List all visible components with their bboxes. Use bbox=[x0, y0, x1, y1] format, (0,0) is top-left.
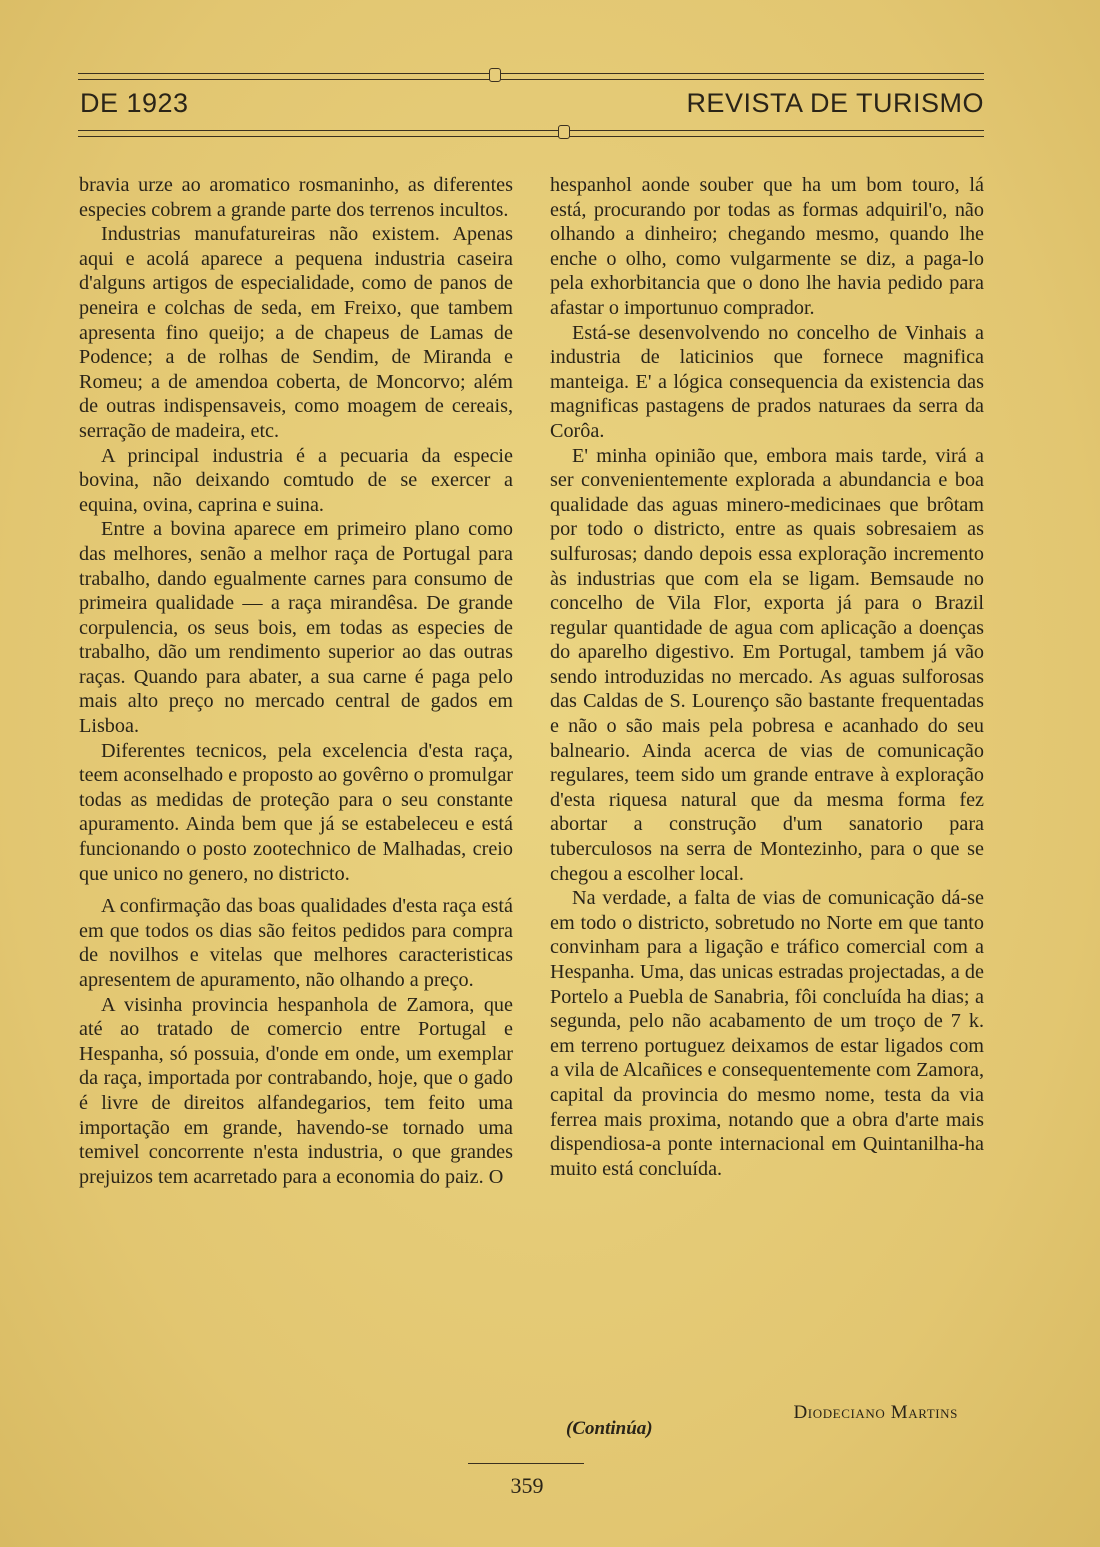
author-signature: Diodeciano Martins bbox=[793, 1402, 958, 1423]
header-rule-bottom bbox=[78, 130, 984, 137]
header-title: REVISTA DE TURISMO bbox=[686, 88, 984, 118]
paragraph: Na verdade, a falta de vias de comunicação dá-se em todo o districto, sobretudo no Norte em que tanto convinham para a ligação e tráfico comercial com a Hespanha. Uma, das unicas estradas projectadas, a de Portelo a Puebla de Sanabria, fôi concluída ha dias; a segunda, pelo não acabamento de um troço de 7 k. em terreno portuguez deixamos de estar ligados com a vila de Alcañices e consequentemente com Zamora, capital da provincia do mesmo nome, testa da via ferrea mais proxima, notando que a obra d'arte mais dispendiosa-a ponte internacional em Quintanilha-ha muito está concluída. bbox=[550, 887, 984, 1180]
page-number: 359 bbox=[510, 1473, 544, 1498]
paragraph: bravia urze ao aromatico rosmaninho, as diferentes especies cobrem a grande parte dos terrenos incultos. bbox=[79, 174, 513, 221]
left-column bbox=[79, 173, 513, 1189]
paragraph: A confirmação das boas qualidades d'esta raça está em que todos os dias são feitos pedidos para compra de novilhos e vitelas que melhores caracteristicas apresentem de apuramento, não olhando a preço. bbox=[79, 895, 513, 991]
paragraph: Entre a bovina aparece em primeiro plano como das melhores, senão a melhor raça de Portugal para trabalho, dando egualmente carnes para consumo de primeira qualidade — a raça mirandêsa. De grande corpulencia, os seus bois, em todas as especies de trabalho, dão um rendimento superior ao das outras raças. Quando para abater, a sua carne é paga pelo mais alto preço no mercado central de gados em Lisboa. bbox=[79, 518, 513, 738]
paragraph: Industrias manufatureiras não existem. Apenas aqui e acolá aparece a pequena industria caseira d'alguns artigos de especialidade, como de panos de peneira e colchas de seda, em Freixo, que tambem apresenta fino queijo; a de chapeus de Lamas de Podence; a de rolhas de Sendim, de Miranda e Romeu; a de amendoa coberta, de Moncorvo; além de outras indispensaveis, como moagem de cereais, serração de madeira, etc. bbox=[79, 223, 513, 442]
paragraph: Diferentes tecnicos, pela excelencia d'esta raça, teem aconselhado e proposto ao govêrno o promulgar todas as medidas de proteção para o seu constante apuramento. Ainda bem que já se estabeleceu e está funcionando o posto zootechnico de Malhadas, creio que unico no genero, no districto. bbox=[79, 739, 513, 885]
header-rule-top bbox=[78, 73, 984, 80]
rule-ornament bbox=[489, 68, 501, 82]
paragraph: A visinha provincia hespanhola de Zamora, que até ao tratado de comercio entre Portugal e Hespanha, só possuia, d'onde em onde, um exemplar da raça, importada por contrabando, hoje, que o gado é livre de direitos alfandegarios, tem feito uma importação em grande, havendo-se tornado uma temivel concorrente n'esta industria, o que grandes prejuizos tem acarretado para a economia do paiz. O bbox=[79, 993, 513, 1188]
continued-note: (Continúa) bbox=[566, 1418, 653, 1439]
right-column bbox=[550, 173, 984, 1181]
paragraph: E' minha opinião que, embora mais tarde, virá a ser convenientemente explorada a abundancia e boa qualidade das aguas minero-medicinaes que brôtam por todo o districto, entre as quais sobresaiem as sulfurosas; dando depois essa exploração incremento às industrias que com ela se ligam. Bemsaude no concelho de Vila Flor, exporta já para o Brazil regular quantidade de agua com aplicação a doenças do aparelho digestivo. Em Portugal, tambem já vão sendo introduzidas no mercado. As aguas sulforosas das Caldas de S. Lourenço são bastante frequentadas e não o são mais pela pobresa e acanhado do seu balneario. Ainda acerca de vias de comunicação regulares, teem sido um grande entrave à exploração d'esta riquesa natural que da mesma forma fez abortar a construção d'um sanatorio para tuberculosos na serra de Montezinho, para o que se chegou a escolher local. bbox=[550, 444, 984, 885]
header-date: DE 1923 bbox=[80, 88, 189, 118]
rule-ornament bbox=[558, 125, 570, 139]
paragraph: Está-se desenvolvendo no concelho de Vinhais a industria de laticinios que fornece magnifica manteiga. E' a lógica consequencia da existencia das magnificas pastagens de prados naturaes da serra da Corôa. bbox=[550, 321, 984, 442]
footer-rule bbox=[468, 1463, 584, 1464]
paragraph: hespanhol aonde souber que ha um bom touro, lá está, procurando por todas as formas adquiril'o, não olhando a dinheiro; chegando mesmo, quando lhe enche o olho, como vulgarmente se diz, a paga-lo pela exhorbitancia que o dono lhe havia pedido para afastar o importunuo comprador. bbox=[550, 174, 984, 319]
paragraph: A principal industria é a pecuaria da especie bovina, não deixando comtudo de se exercer a equina, ovina, caprina e suina. bbox=[79, 444, 513, 516]
